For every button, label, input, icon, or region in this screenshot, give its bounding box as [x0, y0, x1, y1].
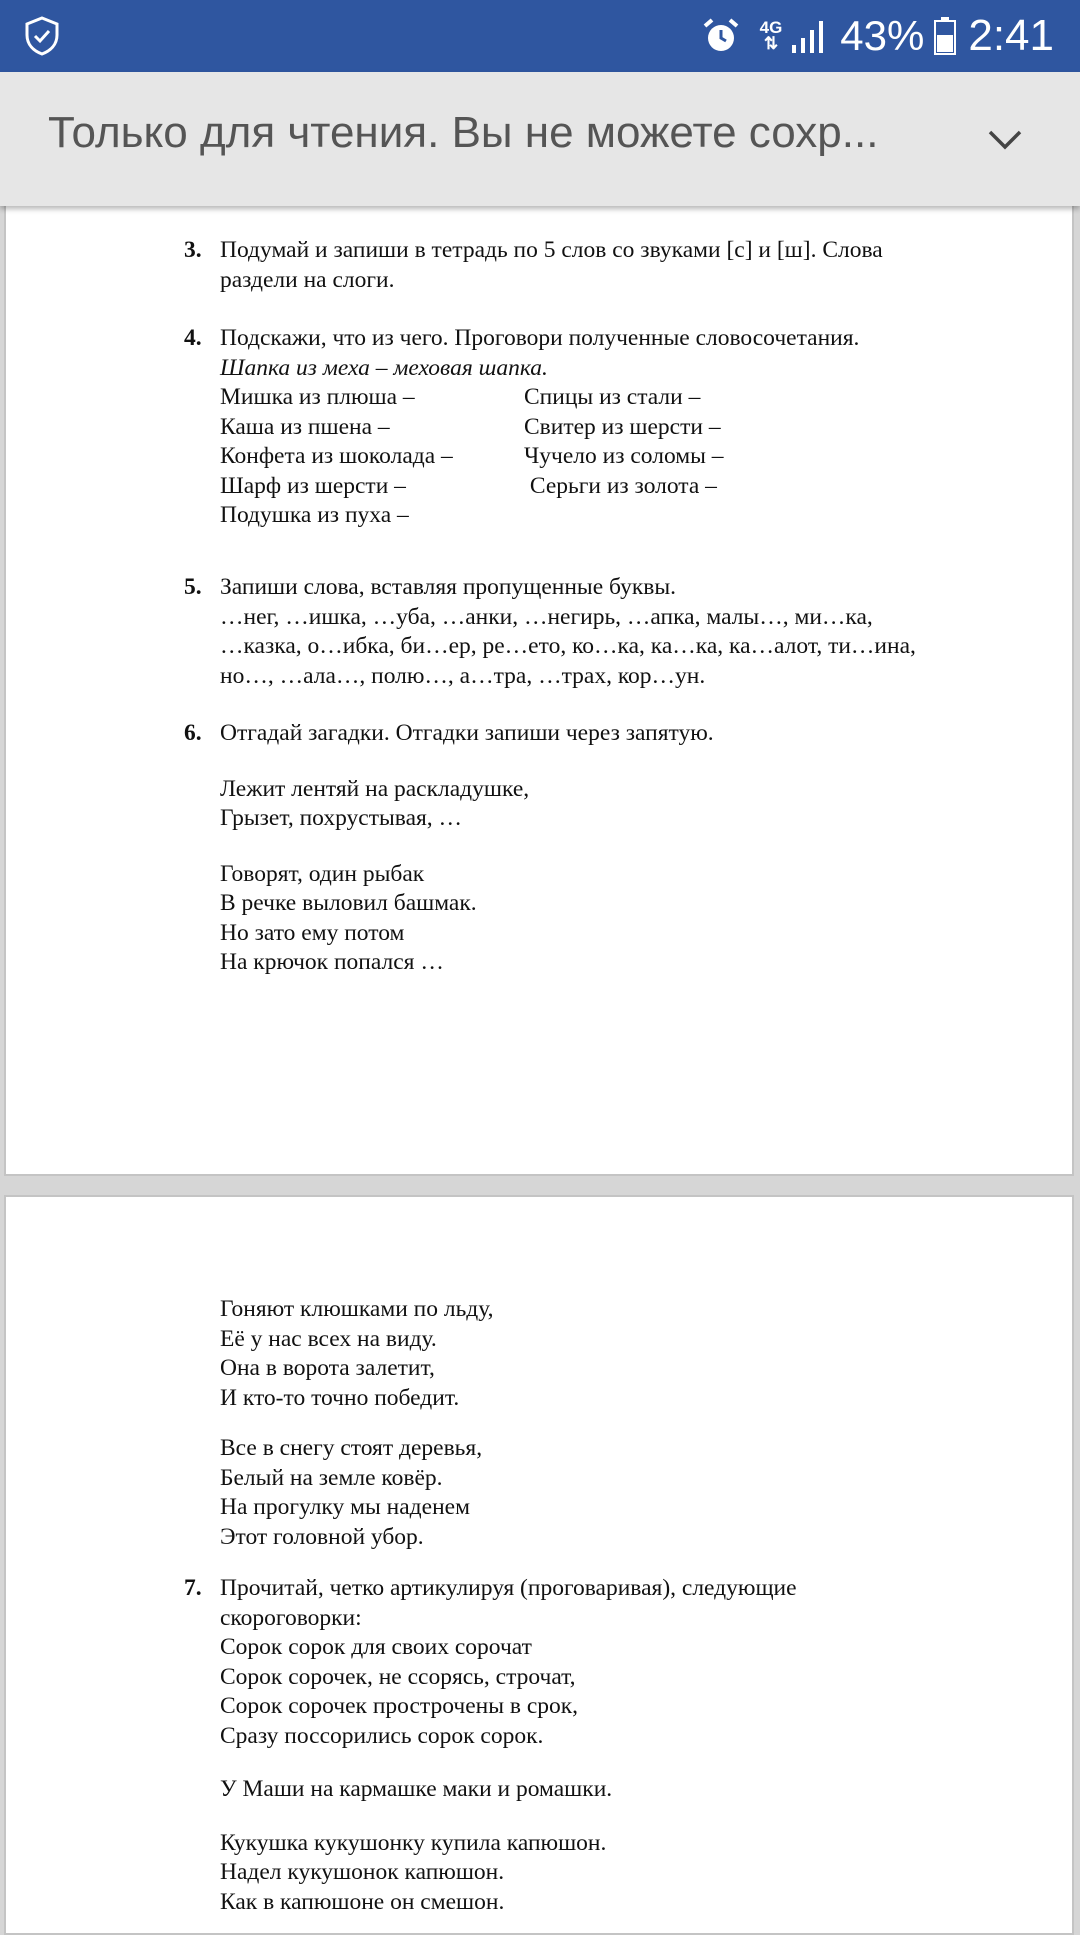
twister-line: Как в капюшоне он смешон.: [220, 1888, 505, 1915]
status-bar: [0, 0, 1080, 72]
riddle-line: Говорят, один рыбак: [220, 860, 425, 887]
word-pairs: [220, 383, 859, 531]
pair-left: Шарф из шерсти –: [220, 472, 406, 499]
riddle-line: Все в снегу стоят деревья,: [220, 1435, 483, 1461]
chevron-down-icon[interactable]: [982, 116, 1028, 162]
riddle-line: В речке выловил башмак.: [220, 890, 477, 916]
pair-left: Конфета из шоколада –: [220, 443, 453, 469]
text-line: но…, …ала…, полю…, а…тра, …трах, кор…ун.: [220, 662, 706, 689]
shield-check-icon: [24, 16, 60, 56]
battery-icon: [934, 17, 956, 55]
read-only-banner[interactable]: [0, 72, 1080, 206]
riddle-line: Гоняют клюшками по льду,: [220, 1296, 494, 1322]
data-arrows-icon: ⇅: [763, 34, 779, 53]
pair-left: Каша из пшена –: [220, 413, 390, 440]
text-line: раздели на слоги.: [220, 266, 395, 293]
task-5: [184, 573, 916, 691]
riddle-line: Белый на земле ковёр.: [220, 1464, 443, 1491]
riddle-line: На прогулку мы наденем: [220, 1494, 470, 1520]
task-instruction: Отгадай загадки. Отгадки запиши через запятую.: [220, 720, 714, 746]
task-instruction: скороговорки:: [220, 1604, 362, 1631]
text-line: Подумай и запиши в тетрадь по 5 слов со звуками [с] и [ш]. Слова: [220, 237, 883, 263]
pair-row: [220, 413, 859, 443]
signal-icon: [790, 19, 826, 53]
riddle-line: Её у нас всех на виду.: [220, 1325, 437, 1352]
twister-line: Надел кукушонок капюшон.: [220, 1859, 505, 1885]
task-6: [184, 719, 714, 978]
clock: 2:41: [968, 11, 1054, 60]
twister-line: Сорок сорочек, не ссорясь, строчат,: [220, 1663, 576, 1690]
riddle-line: Этот головной убор.: [220, 1523, 424, 1550]
twister-line: У Маши на кармашке маки и ромашки.: [220, 1776, 613, 1802]
twister-line: Сорок сорочек прострочены в срок,: [220, 1693, 579, 1719]
task-number: 3.: [184, 237, 202, 263]
pair-right: Чучело из соломы –: [524, 443, 724, 469]
riddle-line: Она в ворота залетит,: [220, 1355, 435, 1381]
pair-row: [220, 472, 859, 502]
text-line: …казка, о…ибка, би…ер, ре…ето, ко…ка, ка…ка, ка…алот, ти…ина,: [220, 633, 916, 659]
network-type: 4G: [759, 18, 783, 37]
alarm-icon: [702, 17, 740, 55]
task-instruction: Запиши слова, вставляя пропущенные буквы.: [220, 574, 677, 600]
network-indicator: [760, 20, 783, 52]
pair-left: Подушка из пуха –: [220, 502, 409, 528]
pair-right: Свитер из шерсти –: [524, 413, 721, 440]
pair-row: [220, 442, 859, 472]
task-instruction: Прочитай, четко артикулируя (проговаривая), следующие: [220, 1575, 797, 1601]
task-number: 6.: [184, 720, 202, 746]
task-instruction: Подскажи, что из чего. Проговори полученные словосочетания.: [220, 325, 860, 351]
twister-line: Кукушка кукушонку купила капюшон.: [220, 1829, 607, 1856]
riddle-line: Лежит лентяй на раскладушке,: [220, 775, 530, 802]
pair-row: [220, 383, 859, 413]
document-page-1[interactable]: [4, 196, 1074, 1176]
riddle-line: Но зато ему потом: [220, 919, 405, 946]
riddle-line: Грызет, похрустывая, …: [220, 805, 463, 831]
task-4: [184, 324, 859, 531]
task-example: Шапка из меха – меховая шапка.: [220, 354, 548, 381]
pair-right: Спицы из стали –: [524, 384, 701, 410]
twister-line: Сразу поссорились сорок сорок.: [220, 1722, 544, 1749]
pair-row: [220, 501, 859, 531]
task-3: [184, 236, 883, 295]
task-number: 5.: [184, 574, 202, 600]
document-page-2[interactable]: [4, 1195, 1074, 1935]
pair-right: Серьги из золота –: [524, 472, 717, 499]
riddles-continued: [184, 1295, 494, 1552]
battery-percent: 43%: [840, 12, 925, 59]
twister-line: Сорок сорок для своих сорочат: [220, 1634, 532, 1660]
task-7: [184, 1574, 797, 1917]
riddle-line: И кто-то точно победит.: [220, 1384, 460, 1411]
banner-text: Только для чтения. Вы не можете сохр...: [48, 108, 879, 157]
pair-left: Мишка из плюша –: [220, 384, 415, 410]
riddle-line: На крючок попался …: [220, 949, 444, 975]
text-line: …нег, …ишка, …уба, …анки, …негирь, …апка, малы…, ми…ка,: [220, 603, 873, 630]
task-number: 4.: [184, 325, 202, 351]
task-number: 7.: [184, 1575, 202, 1601]
